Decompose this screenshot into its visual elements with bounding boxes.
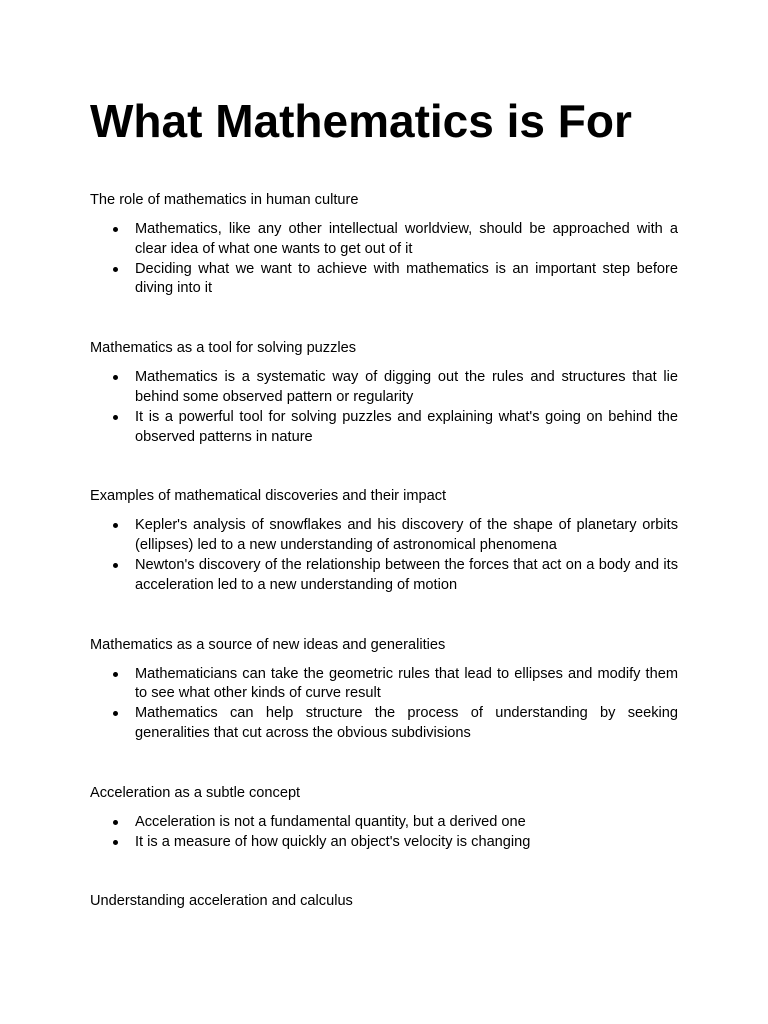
bullet-text: Mathematics can help structure the process of understanding by seeking generalities that cut across the obvious subdivisions [135, 705, 678, 741]
bullet-item [90, 665, 678, 705]
section-new-ideas [90, 635, 678, 744]
bullet-icon [113, 523, 118, 528]
bullet-item [90, 704, 678, 744]
bullet-text: Mathematics, like any other intellectual worldview, should be approached with a clear idea of what one wants to get out of it [135, 221, 678, 257]
bullet-text: Acceleration is not a fundamental quantity, but a derived one [135, 813, 526, 830]
section-heading: The role of mathematics in human culture [90, 192, 359, 208]
bullet-icon [113, 227, 118, 232]
bullet-item [90, 516, 678, 556]
section-heading: Understanding acceleration and calculus [90, 893, 353, 910]
bullet-text: Mathematicians can take the geometric rules that lead to ellipses and modify them to see what other kinds of curve result [135, 665, 678, 702]
bullet-icon [113, 563, 118, 568]
bullet-icon [113, 672, 118, 677]
bullet-item [90, 368, 678, 408]
bullet-item [90, 408, 678, 448]
section-heading: Mathematics as a source of new ideas and generalities [90, 636, 446, 653]
section-tool-for-puzzles [90, 338, 678, 447]
bullet-list [90, 368, 678, 447]
bullet-list [90, 813, 678, 853]
bullet-text: Mathematics is a systematic way of digging out the rules and structures that lie behind some observed pattern or regularity [135, 369, 678, 405]
section-acceleration-calculus [90, 891, 678, 911]
section-discoveries-impact [90, 486, 678, 595]
section-acceleration-concept [90, 783, 678, 853]
bullet-item [90, 260, 678, 300]
bullet-list [90, 665, 678, 744]
bullet-item [90, 813, 678, 833]
bullet-text: Deciding what we want to achieve with mathematics is an important step before diving into it [135, 260, 678, 297]
bullet-icon [113, 375, 118, 380]
bullet-text: Newton's discovery of the relationship between the forces that act on a body and its acceleration led to a new understanding of motion [135, 556, 678, 593]
bullet-list [90, 220, 678, 299]
bullet-icon [113, 711, 118, 716]
page-title: What Mathematics is For [90, 95, 632, 147]
bullet-text: It is a powerful tool for solving puzzles and explaining what's going on behind the observed patterns in nature [135, 408, 678, 445]
bullet-list [90, 516, 678, 595]
section-role-in-culture [90, 190, 678, 299]
section-heading: Mathematics as a tool for solving puzzles [90, 340, 357, 357]
bullet-icon [113, 267, 118, 272]
bullet-text: It is a measure of how quickly an object's velocity is changing [135, 833, 531, 850]
bullet-item [90, 556, 678, 596]
bullet-item [90, 220, 678, 260]
section-heading: Examples of mathematical discoveries and their impact [90, 488, 447, 505]
section-heading: Acceleration as a subtle concept [90, 784, 301, 801]
bullet-icon [113, 415, 118, 420]
bullet-item [90, 833, 678, 853]
bullet-icon [113, 840, 118, 845]
bullet-text: Kepler's analysis of snowflakes and his discovery of the shape of planetary orbits (ellipses) led to a new understanding of astronomical phenomena [135, 517, 678, 554]
document-content [90, 190, 678, 911]
bullet-icon [113, 820, 118, 825]
